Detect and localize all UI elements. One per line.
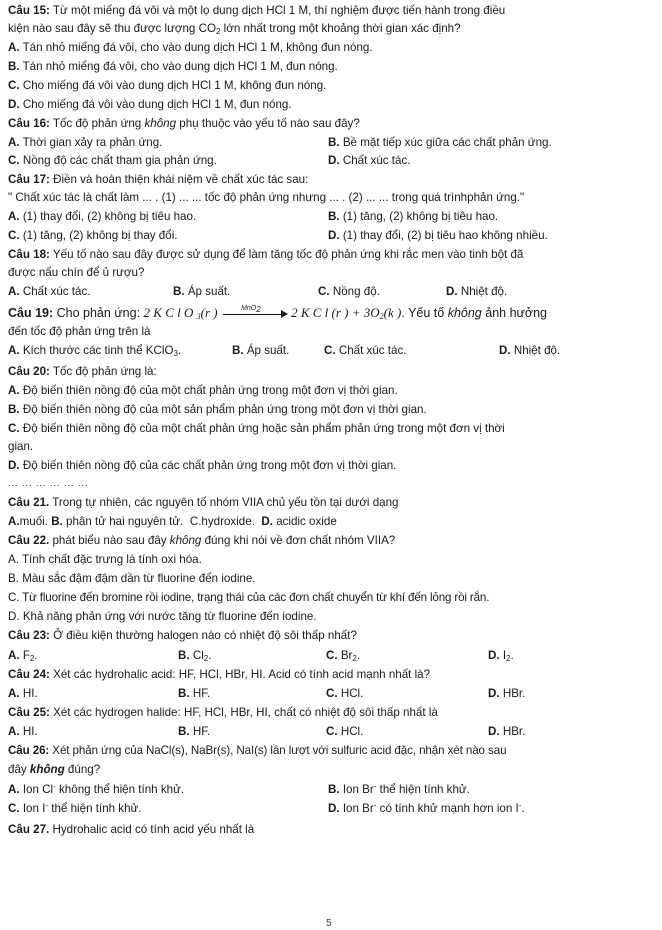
option-text: hydroxide. xyxy=(201,515,255,528)
option-end: . xyxy=(521,802,525,815)
option-end: . xyxy=(177,344,182,357)
option-letter: C. xyxy=(318,285,330,298)
q19-product2: + 3O xyxy=(348,305,380,320)
q26-option-c[interactable] xyxy=(8,801,142,816)
q18-option-c[interactable] xyxy=(318,284,380,299)
option-letter: D. xyxy=(328,229,340,242)
option-letter: D. xyxy=(8,459,20,472)
arrow-shaft xyxy=(223,314,285,315)
option-letter: D. xyxy=(328,154,340,167)
option-text: Từ fluorine đến bromine rồi iodine, trạng thái của các đơn chất chuyển từ khí đến lỏng rồi rắn. xyxy=(19,591,490,604)
q17-label: Câu 17: xyxy=(8,173,50,186)
option-text: (1) tăng, (2) không bị thay đổi. xyxy=(19,229,178,242)
q20-stem-text: Tốc độ phản ứng là: xyxy=(49,365,157,378)
q17-stem xyxy=(8,172,654,187)
q24-stem xyxy=(8,667,654,682)
q19-tail: . Yếu tố xyxy=(401,306,448,320)
option-end: . xyxy=(208,649,212,662)
option-superscript: - xyxy=(45,801,49,810)
q16-label: Câu 16: xyxy=(8,117,50,130)
option-letter: C. xyxy=(326,687,338,700)
option-letter: B. xyxy=(328,783,340,796)
q18-stem-text: Yếu tố nào sau đây được sử dụng để làm tăng tốc độ phản ứng khi rắc men vào tinh bột đã xyxy=(49,248,524,261)
q16-stem-part: Tốc độ phản ứng xyxy=(49,117,145,130)
q16-option-b[interactable] xyxy=(328,135,552,150)
q23-label: Câu 23: xyxy=(8,629,50,642)
q22-stem-part: đúng khi nói về đơn chất nhóm VIIA? xyxy=(201,534,396,547)
q19-option-a[interactable] xyxy=(8,343,181,358)
q15-stem-part: kiện nào sau đây sẽ thu được lượng CO xyxy=(8,22,216,35)
q18-option-d[interactable] xyxy=(446,284,507,299)
q19-stem-line1 xyxy=(8,305,654,321)
option-text: (1) tăng, (2) không bị tiêu hao. xyxy=(339,210,499,223)
option-text: muối. xyxy=(19,515,48,528)
option-text: Nhiệt độ. xyxy=(457,285,508,298)
q19-product2-state: (k ) xyxy=(383,305,402,320)
q19-products xyxy=(291,305,401,320)
option-text: Ion I xyxy=(19,802,46,815)
q23-option-a[interactable] xyxy=(8,648,38,663)
option-text: HCl. xyxy=(337,687,364,700)
option-text: Màu sắc đậm đậm dần từ fluorine đến iodine. xyxy=(18,572,256,585)
option-letter: D. xyxy=(488,687,500,700)
option-text: Độ biến thiên nồng độ của một sản phẩm phản ứng trong một đơn vị thời gian. xyxy=(19,403,427,416)
q17-options-row1 xyxy=(8,209,654,224)
option-letter: D. xyxy=(328,802,340,815)
q25-stem-text: Xét các hydrogen halide: HF, HCl, HBr, HI, chất có nhiệt độ sôi thấp nhất là xyxy=(49,706,438,719)
option-superscript: - xyxy=(373,782,377,791)
q19-options xyxy=(8,343,654,358)
q16-option-c[interactable] xyxy=(8,153,217,168)
q20-option-c[interactable] xyxy=(8,421,654,436)
option-text: thể hiện tính khử. xyxy=(48,802,142,815)
q19-catalyst-formula: MnO xyxy=(241,304,257,312)
q24-option-c[interactable] xyxy=(326,686,363,701)
q21-option-c[interactable] xyxy=(190,515,255,528)
q26-stem-line1 xyxy=(8,743,654,758)
option-subscript: 2 xyxy=(506,654,511,663)
q25-stem xyxy=(8,705,654,720)
q21-options xyxy=(8,514,654,529)
option-letter: A. xyxy=(8,783,20,796)
q20-label: Câu 20: xyxy=(8,365,50,378)
q22-stem xyxy=(8,533,654,548)
option-text: Chất xúc tác. xyxy=(19,285,91,298)
option-text: Nồng độ. xyxy=(329,285,380,298)
q22-option-d[interactable] xyxy=(8,609,654,624)
option-letter: B. xyxy=(178,649,190,662)
option-text: Cl xyxy=(189,649,204,662)
option-text: (1) thay đổi, (2) bị tiêu hao không nhiều. xyxy=(339,229,548,242)
q17-option-d[interactable] xyxy=(328,228,548,243)
q17-options-row2 xyxy=(8,228,654,243)
q26-option-a[interactable] xyxy=(8,782,184,797)
q22-option-b[interactable] xyxy=(8,571,654,586)
option-text: phân tử hai nguyên tử. xyxy=(62,515,184,528)
q22-option-c[interactable] xyxy=(8,590,654,605)
option-letter: B. xyxy=(173,285,185,298)
option-subscript: 2 xyxy=(203,654,209,663)
option-letter: A. xyxy=(8,41,20,54)
option-letter: C. xyxy=(8,802,20,815)
option-end: . xyxy=(34,649,38,662)
q17-option-c[interactable] xyxy=(8,228,178,243)
option-text: Bề mặt tiếp xúc giữa các chất phản ứng. xyxy=(339,136,552,149)
option-text: Br xyxy=(337,649,353,662)
q26-stem-part: đây xyxy=(8,763,30,776)
q27-stem xyxy=(8,822,654,837)
reaction-arrow-icon xyxy=(221,304,291,320)
option-letter: D. xyxy=(499,344,511,357)
q18-options xyxy=(8,284,654,299)
option-letter: C. xyxy=(8,591,20,604)
q19-option-b[interactable] xyxy=(232,343,289,358)
option-letter: A. xyxy=(8,210,20,223)
option-text: có tính khử mạnh hơn ion I xyxy=(376,802,519,815)
option-text: Tán nhỏ miếng đá vôi, cho vào dung dịch HCl 1 M, đun nóng. xyxy=(19,60,338,73)
q24-stem-text: Xét các hydrohalic acid: HF, HCl, HBr, HI. Acid có tính acid mạnh nhất là? xyxy=(49,668,431,681)
option-text: Cho miếng đá vôi vào dung dịch HCl 1 M, đun nóng. xyxy=(19,98,292,111)
option-letter: A. xyxy=(8,649,20,662)
option-text: Cho miếng đá vôi vào dung dịch HCl 1 M, không đun nóng. xyxy=(19,79,327,92)
option-text: Chất xúc tác. xyxy=(335,344,407,357)
option-text: Thời gian xảy ra phản ứng. xyxy=(19,136,163,149)
q18-option-a[interactable] xyxy=(8,284,90,299)
q25-options xyxy=(8,724,654,739)
q20-stem xyxy=(8,364,654,379)
q21-option-b[interactable] xyxy=(51,515,183,528)
option-text: HI. xyxy=(19,725,38,738)
q24-label: Câu 24: xyxy=(8,668,50,681)
q25-label: Câu 25: xyxy=(8,706,50,719)
q15-option-b[interactable] xyxy=(8,59,654,74)
option-letter: A. xyxy=(8,136,20,149)
q26-option-b[interactable] xyxy=(328,782,470,797)
option-letter: A. xyxy=(8,384,20,397)
q24-option-b[interactable] xyxy=(178,686,210,701)
option-text: Độ biến thiên nồng độ của một chất phản ứng hoặc sản phẩm phản ứng trong một đơn vị thời xyxy=(19,422,505,435)
option-letter: D. xyxy=(261,515,273,528)
option-text: không thể hiện tính khử. xyxy=(55,783,185,796)
option-letter: B. xyxy=(8,60,20,73)
q19-prefix: Cho phản ứng: xyxy=(53,306,144,320)
option-text: Tán nhỏ miếng đá vôi, cho vào dung dịch HCl 1 M, không đun nóng. xyxy=(19,41,373,54)
option-letter: C. xyxy=(8,154,20,167)
q16-emphasis: không xyxy=(144,117,177,130)
q15-stem-part: lớn nhất trong một khoảng thời gian xác định? xyxy=(220,22,461,35)
option-letter: A. xyxy=(8,285,20,298)
option-letter: B. xyxy=(8,403,20,416)
option-text: Áp suất. xyxy=(184,285,231,298)
q16-option-a[interactable] xyxy=(8,135,162,150)
q23-option-d[interactable] xyxy=(488,648,514,663)
option-text: Khả năng phản ứng với nước tăng từ fluorine đến iodine. xyxy=(19,610,317,623)
q18-option-b[interactable] xyxy=(173,284,230,299)
option-text: Ion Cl xyxy=(19,783,54,796)
q25-option-b[interactable] xyxy=(178,724,210,739)
option-text: Độ biến thiên nồng độ của các chất phản ứng trong một đơn vị thời gian. xyxy=(19,459,397,472)
option-text: Ion Br xyxy=(339,802,374,815)
q17-quote: " Chất xúc tác là chất làm ... . (1) ... ... tốc độ phản ứng nhưng ... . (2) ... ... trong quá trìnhphản ứng." xyxy=(8,191,525,204)
q15-option-d[interactable] xyxy=(8,97,654,112)
q22-option-a[interactable] xyxy=(8,552,654,567)
q26-options-row1 xyxy=(8,782,654,797)
option-subscript: 2 xyxy=(352,654,357,663)
q24-option-d[interactable] xyxy=(488,686,525,701)
option-text: HI. xyxy=(19,687,38,700)
q19-product1: 2 K C l (r ) xyxy=(291,305,349,320)
q24-option-a[interactable] xyxy=(8,686,38,701)
option-letter: C. xyxy=(8,229,20,242)
q20-option-c-line2: gian. xyxy=(8,440,34,453)
q23-stem-text: Ở điều kiện thường halogen nào có nhiệt độ sôi thấp nhất? xyxy=(49,629,357,642)
option-text: thể hiện tính khử. xyxy=(376,783,470,796)
q16-stem-part: phụ thuộc vào yếu tố nào sau đây? xyxy=(176,117,360,130)
option-letter: D. xyxy=(446,285,458,298)
option-letter: C. xyxy=(8,422,20,435)
option-letter: C. xyxy=(326,725,338,738)
option-letter: B. xyxy=(8,572,19,585)
q20-option-a[interactable] xyxy=(8,383,654,398)
option-superscript: - xyxy=(53,782,56,791)
q19-reactant: 2 K C l O xyxy=(143,305,197,320)
option-superscript: - xyxy=(518,801,522,810)
option-letter: B. xyxy=(51,515,63,528)
q15-stem: Từ một miếng đá vôi và một lọ dung dịch HCl 1 M, thí nghiệm được tiến hành trong điều xyxy=(49,4,506,17)
q16-stem xyxy=(8,116,654,131)
q26-stem-text: Xét phản ứng của NaCl(s), NaBr(s), NaI(s) lần lượt với sulfuric acid đặc, nhận xét nào sau xyxy=(49,744,507,757)
q20-option-b[interactable] xyxy=(8,402,654,417)
option-superscript: - xyxy=(373,801,377,810)
q15-stem-line1 xyxy=(8,3,654,18)
option-text: HF. xyxy=(189,725,211,738)
option-letter: C. xyxy=(324,344,336,357)
option-text: HBr. xyxy=(499,687,526,700)
q19-option-c[interactable] xyxy=(324,343,406,358)
option-text: Kích thước các tinh thể KClO xyxy=(19,344,174,357)
option-text: Tính chất đặc trưng là tính oxi hóa. xyxy=(18,553,202,566)
option-end: . xyxy=(356,649,361,662)
q22-label: Câu 22. xyxy=(8,534,50,547)
q17-stem-text: Điền và hoàn thiện khái niệm về chất xúc tác sau: xyxy=(49,173,309,186)
option-text: F xyxy=(19,649,30,662)
option-text: (1) thay đổi, (2) không bị tiêu hao. xyxy=(19,210,197,223)
q21-option-a[interactable] xyxy=(8,515,48,528)
q26-options-row2 xyxy=(8,801,654,816)
q27-label: Câu 27. xyxy=(8,823,50,836)
option-end: . xyxy=(510,649,514,662)
q23-option-c[interactable] xyxy=(326,648,360,663)
q19-emphasis: không xyxy=(447,306,482,320)
q19-reactant-state: (r ) xyxy=(200,305,218,320)
q26-stem-line2 xyxy=(8,762,654,777)
option-subscript: 2 xyxy=(29,654,35,663)
q27-stem-text: Hydrohalic acid có tính acid yếu nhất là xyxy=(49,823,255,836)
option-letter: B. xyxy=(328,210,340,223)
option-text: Nhiệt độ. xyxy=(510,344,561,357)
q26-stem-part: đúng? xyxy=(64,763,101,776)
option-letter: B. xyxy=(328,136,340,149)
option-letter: A. xyxy=(8,553,19,566)
q23-option-b[interactable] xyxy=(178,648,211,663)
q21-stem xyxy=(8,495,654,510)
option-text: acidic oxide xyxy=(272,515,337,528)
q19-stem-line2: đến tốc độ phản ứng trên là xyxy=(8,325,151,338)
q26-emphasis: không xyxy=(29,763,65,776)
option-letter: B. xyxy=(178,687,190,700)
option-text: HBr. xyxy=(499,725,526,738)
option-letter: C. xyxy=(8,79,20,92)
q19-label: Câu 19: xyxy=(8,306,54,320)
option-letter: D. xyxy=(8,610,20,623)
option-letter: C. xyxy=(326,649,338,662)
q15-subscript: 2 xyxy=(215,27,221,36)
option-text: HF. xyxy=(189,687,211,700)
option-text: HCl. xyxy=(337,725,364,738)
q25-option-c[interactable] xyxy=(326,724,363,739)
q15-stem-line2 xyxy=(8,21,654,36)
q18-stem-line1 xyxy=(8,247,654,262)
q16-options-row1 xyxy=(8,135,654,150)
option-letter: A. xyxy=(8,344,20,357)
option-letter: C. xyxy=(189,515,202,528)
q19-tail: ảnh hưởng xyxy=(481,306,547,320)
q19-product2-subscript: 2 xyxy=(379,312,384,321)
option-letter: D. xyxy=(488,649,500,662)
option-text: Độ biến thiên nồng độ của một chất phản ứng trong một đơn vị thời gian. xyxy=(19,384,398,397)
q19-reactant-subscript: 3 xyxy=(196,312,201,321)
option-letter: D. xyxy=(488,725,500,738)
q25-option-d[interactable] xyxy=(488,724,525,739)
q24-options xyxy=(8,686,654,701)
option-subscript: 3 xyxy=(173,349,178,358)
option-letter: B. xyxy=(232,344,244,357)
q26-option-d[interactable] xyxy=(328,801,525,816)
option-text: Nồng độ các chất tham gia phản ứng. xyxy=(19,154,217,167)
q21-label: Câu 21. xyxy=(8,496,50,509)
page-number: 5 xyxy=(326,918,332,929)
section-separator: ... ... ... ... ... ... xyxy=(8,478,89,488)
option-letter: B. xyxy=(178,725,190,738)
q26-label: Câu 26: xyxy=(8,744,50,757)
q20-option-d[interactable] xyxy=(8,458,654,473)
q19-option-d[interactable] xyxy=(499,343,560,358)
q23-stem xyxy=(8,628,654,643)
q15-label: Câu 15: xyxy=(8,4,50,17)
q15-option-a[interactable] xyxy=(8,40,654,55)
q21-stem-text: Trong tự nhiên, các nguyên tố nhóm VIIA chủ yếu tồn tại dưới dạng xyxy=(49,496,399,509)
q17-option-b[interactable] xyxy=(328,209,498,224)
option-text: I xyxy=(499,649,507,662)
q19-equation xyxy=(144,305,218,320)
q18-label: Câu 18: xyxy=(8,248,50,261)
q22-emphasis: không xyxy=(169,534,202,547)
q19-catalyst-subscript: 2 xyxy=(256,304,261,314)
arrow-head xyxy=(281,310,288,318)
q22-stem-part: phát biểu nào sau đây xyxy=(49,534,170,547)
option-letter: A. xyxy=(8,687,20,700)
option-text: Chất xúc tác. xyxy=(339,154,411,167)
q15-option-c[interactable] xyxy=(8,78,654,93)
q18-stem-line2: được nấu chín để ủ rượu? xyxy=(8,266,145,279)
q25-option-a[interactable] xyxy=(8,724,38,739)
option-letter: D. xyxy=(8,98,20,111)
q23-options xyxy=(8,648,654,663)
option-text: Ion Br xyxy=(339,783,374,796)
q16-options-row2 xyxy=(8,153,654,168)
option-letter: A. xyxy=(8,515,20,528)
q21-option-d[interactable] xyxy=(261,515,336,528)
option-text: Áp suất. xyxy=(243,344,290,357)
q16-option-d[interactable] xyxy=(328,153,410,168)
q17-option-a[interactable] xyxy=(8,209,196,224)
option-letter: A. xyxy=(8,725,20,738)
